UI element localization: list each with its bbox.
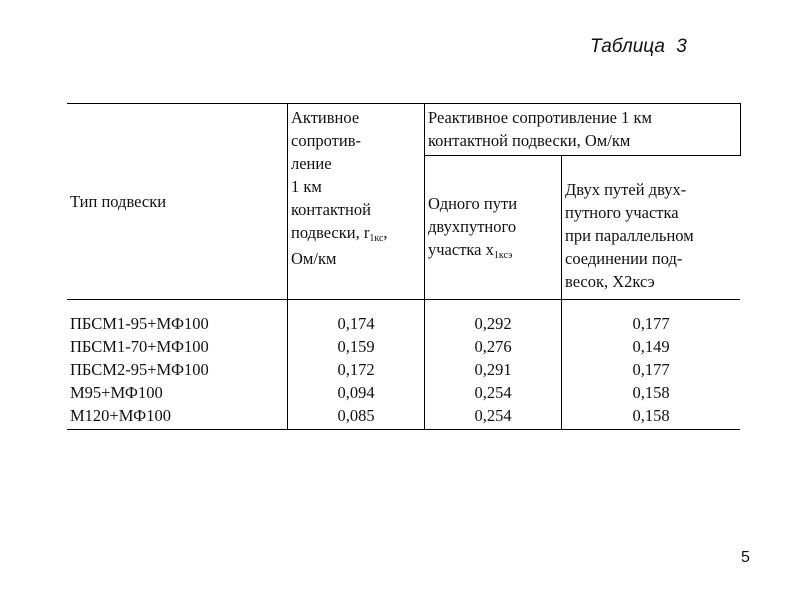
header-one-track: [425, 156, 562, 300]
header-active-resistance: [288, 104, 425, 300]
cell-type: М120+МФ100: [67, 404, 288, 430]
header-two-line: весок, X2ксэ: [565, 272, 655, 291]
header-active-comma: ,: [383, 223, 388, 242]
header-active-unit: Ом/км: [291, 249, 337, 268]
table-row: [67, 404, 740, 430]
header-reactive-line: Реактивное сопротивление 1 км: [428, 108, 652, 127]
header-active-subscript: 1кс: [369, 233, 384, 244]
header-two-tracks: [562, 156, 741, 300]
cell-active: 0,085: [288, 404, 425, 430]
header-two-line: при параллельном: [565, 226, 694, 245]
header-one-text: участка x: [428, 239, 494, 259]
cell-active: 0,174: [288, 300, 425, 336]
cell-two-tracks: 0,149: [562, 335, 741, 358]
table-row: [67, 335, 740, 358]
table-row: [67, 381, 740, 404]
header-one-line: Одного пути: [428, 193, 518, 213]
header-two-line: Двух путей двух-: [565, 180, 687, 199]
header-active-symbol-line: [291, 221, 421, 247]
cell-one-track: 0,254: [425, 404, 562, 430]
table-row: [67, 358, 740, 381]
table-row: [67, 300, 740, 336]
cell-two-tracks: 0,177: [562, 358, 741, 381]
cell-type: М95+МФ100: [70, 383, 163, 402]
cell-type: ПБСМ2-95+МФ100: [70, 360, 209, 379]
cell-one-track: 0,292: [425, 300, 562, 336]
suspension-resistance-table: [67, 103, 741, 430]
cell-two-tracks: 0,158: [562, 381, 741, 404]
header-active-line: ление: [291, 154, 332, 173]
cell-active: 0,159: [288, 335, 425, 358]
table-caption: Таблица 3: [590, 36, 687, 57]
header-two-line: путного участка: [565, 203, 679, 222]
cell-active: 0,094: [288, 381, 425, 404]
header-one-line: двухпутного: [428, 216, 517, 236]
header-active-line: сопротив-: [291, 131, 362, 150]
header-active-text: подвески, r: [291, 223, 370, 242]
header-one-symbol-line: [428, 238, 558, 264]
cell-one-track: 0,291: [425, 358, 562, 381]
header-reactive-resistance: [425, 104, 741, 156]
header-active-line: контактной: [291, 200, 371, 219]
cell-one-track: 0,254: [425, 381, 562, 404]
header-two-line: соединении под-: [565, 249, 683, 268]
header-active-line: 1 км: [291, 177, 322, 196]
header-active-line: Активное: [291, 108, 360, 127]
cell-type: ПБСМ1-70+МФ100: [70, 337, 209, 356]
header-reactive-line: контактной подвески, Ом/км: [428, 131, 631, 150]
cell-type: ПБСМ1-95+МФ100: [70, 314, 209, 333]
header-one-subscript: 1ксэ: [493, 249, 513, 261]
cell-two-tracks: 0,177: [562, 300, 741, 336]
header-suspension-type: Тип подвески: [67, 104, 288, 300]
cell-two-tracks: 0,158: [562, 404, 741, 430]
page-number: 5: [741, 549, 750, 566]
cell-active: 0,172: [288, 358, 425, 381]
cell-one-track: 0,276: [425, 335, 562, 358]
